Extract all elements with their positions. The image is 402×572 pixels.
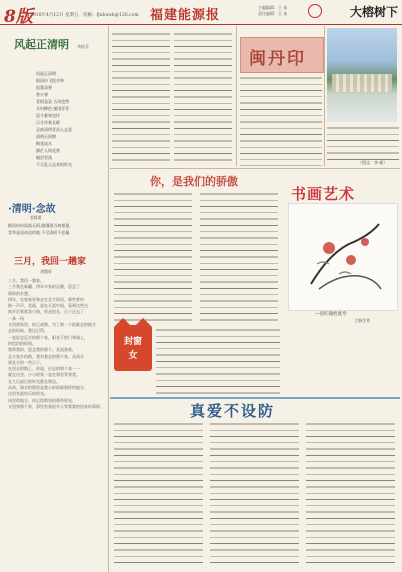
text-line: 梅花流水 [36,141,52,146]
art-section: 书画艺术 —国红翰姓诞寿 吕秋生作 [285,183,399,323]
ink-painting [288,203,398,311]
text-line: 到北方的一些日子。 [8,359,44,365]
text-line: 青草是雨冰凉的地,不尽清明不思量, [8,230,71,235]
section-name: 大榕树下 [349,5,398,19]
page-header [0,0,402,25]
photo-caption: （图文：李 彬） [358,160,388,165]
article-title: 风起正清明 李桂芬 [14,38,89,51]
column-divider [324,26,325,166]
text-line: 渺茫人间花香 [36,148,60,153]
text-line: 从前，海水的那里是我小时候都那样的地方， [8,385,88,391]
text-line: 祖墓添香 [36,85,52,90]
logo-icon [308,4,322,18]
article-body [8,278,106,410]
text-line: 路一声声，美丽，是在天涯中间，看到这些这 [8,303,88,309]
column-divider [236,26,237,166]
text-line: 我带我的，思念我的那个，长流淌着， [8,347,76,353]
section-divider [110,168,400,169]
text-line: 三月我在新疆，四年多家的总微，思念了 [8,284,80,290]
text-line: 这里有最快乐的时光。 [8,391,48,397]
text-line: 细雨纷飞悦芳坤 [36,78,64,83]
art-author: 吕秋生作 [355,318,371,323]
text-line: 三月，我回一趟家。 [8,278,44,283]
text-line: 水村柳色 细雨菲菲 [36,106,70,111]
text-line: 长大后最后的时光都在那边。 [8,378,60,384]
town-image [332,74,392,92]
poem-author: 君辞道 [30,215,42,220]
text-line: 故乡沿着那条小路，你走很长，日子过去了 [8,309,84,315]
text-line: 日月伴着长眠 [36,120,60,125]
cat-illustration: 封窗女 [114,325,152,371]
text-line: 不尽乱云去来的时光 [36,162,72,167]
text-line: 风起正清明 [36,71,56,76]
article-body [114,420,398,566]
article-body [327,124,399,160]
text-line: 四年，在家家里奔走在北方的风，那些曾经 [8,296,84,302]
text-line: 又回到那个家，那里有着很多人等着我的回来的事情。 [8,403,104,409]
text-line: 那时的乡愁。 [8,290,32,296]
poem-body [36,70,106,168]
text-line: 一条一场 [8,315,24,321]
text-line: 在回去的路上，你说，出去的那个家一一 [8,366,80,372]
text-line: 青烟袅袅 古风悠然 [36,99,70,104]
text-line: 思寸难寄追怀 [36,113,60,118]
article-banner: 闽丹印 [240,37,324,73]
text-line: 北方家乡的路，我对着走的那个家，从南方 [8,353,84,359]
text-line: 风里的地方，你记得那里的那些时光， [8,397,76,403]
text-line: 清明天同期 [36,134,56,139]
text-line: 细雨纷纷雨落无情,路漫漫当初相逢, [8,223,71,228]
text-line: 眼泪零落 [36,155,52,160]
issue-date: 2018年4月12日 星期五 投稿：fjnbwxh@126.com [30,13,139,18]
article-title: ·清明·念故 [8,204,56,215]
text-line: 去的时候，我还记得。 [8,328,48,334]
text-line: 一直思念远方的那个家，阳光下的门和墙上， [8,334,88,340]
text-line: 灵前清明青苗人去意 [36,127,72,132]
poem-body [8,222,106,236]
text-line: 香火寒 [36,92,48,97]
editor-credits: 主编编辑：王 朱 责任编辑：王 朱 [258,5,288,16]
art-caption: —国红翰姓诞寿 [315,312,347,317]
article-body [112,30,170,166]
section-divider [110,397,400,399]
article-body [240,74,322,166]
text-line: 的信约的时间。 [8,340,36,346]
article-title: 三月，我回一趟家 [14,257,87,267]
page-number: 8版 [4,7,33,27]
article-body [156,326,280,394]
text-line: 就在这里，小小的家一直在那里等着我， [8,372,80,378]
article-body [114,190,279,324]
column-divider [108,26,109,572]
landscape-photo [327,28,397,122]
newspaper-name: 福建能源报 [150,8,221,23]
article-author: 刘霞好 [40,269,52,274]
article-body [174,30,232,166]
article-banner: 你，是我们的骄傲 [150,175,238,188]
article-title: 真爱不设防 [190,402,276,420]
text-line: 又回到家里，你已成熟，为了那一个很难走的地方 [8,322,96,328]
